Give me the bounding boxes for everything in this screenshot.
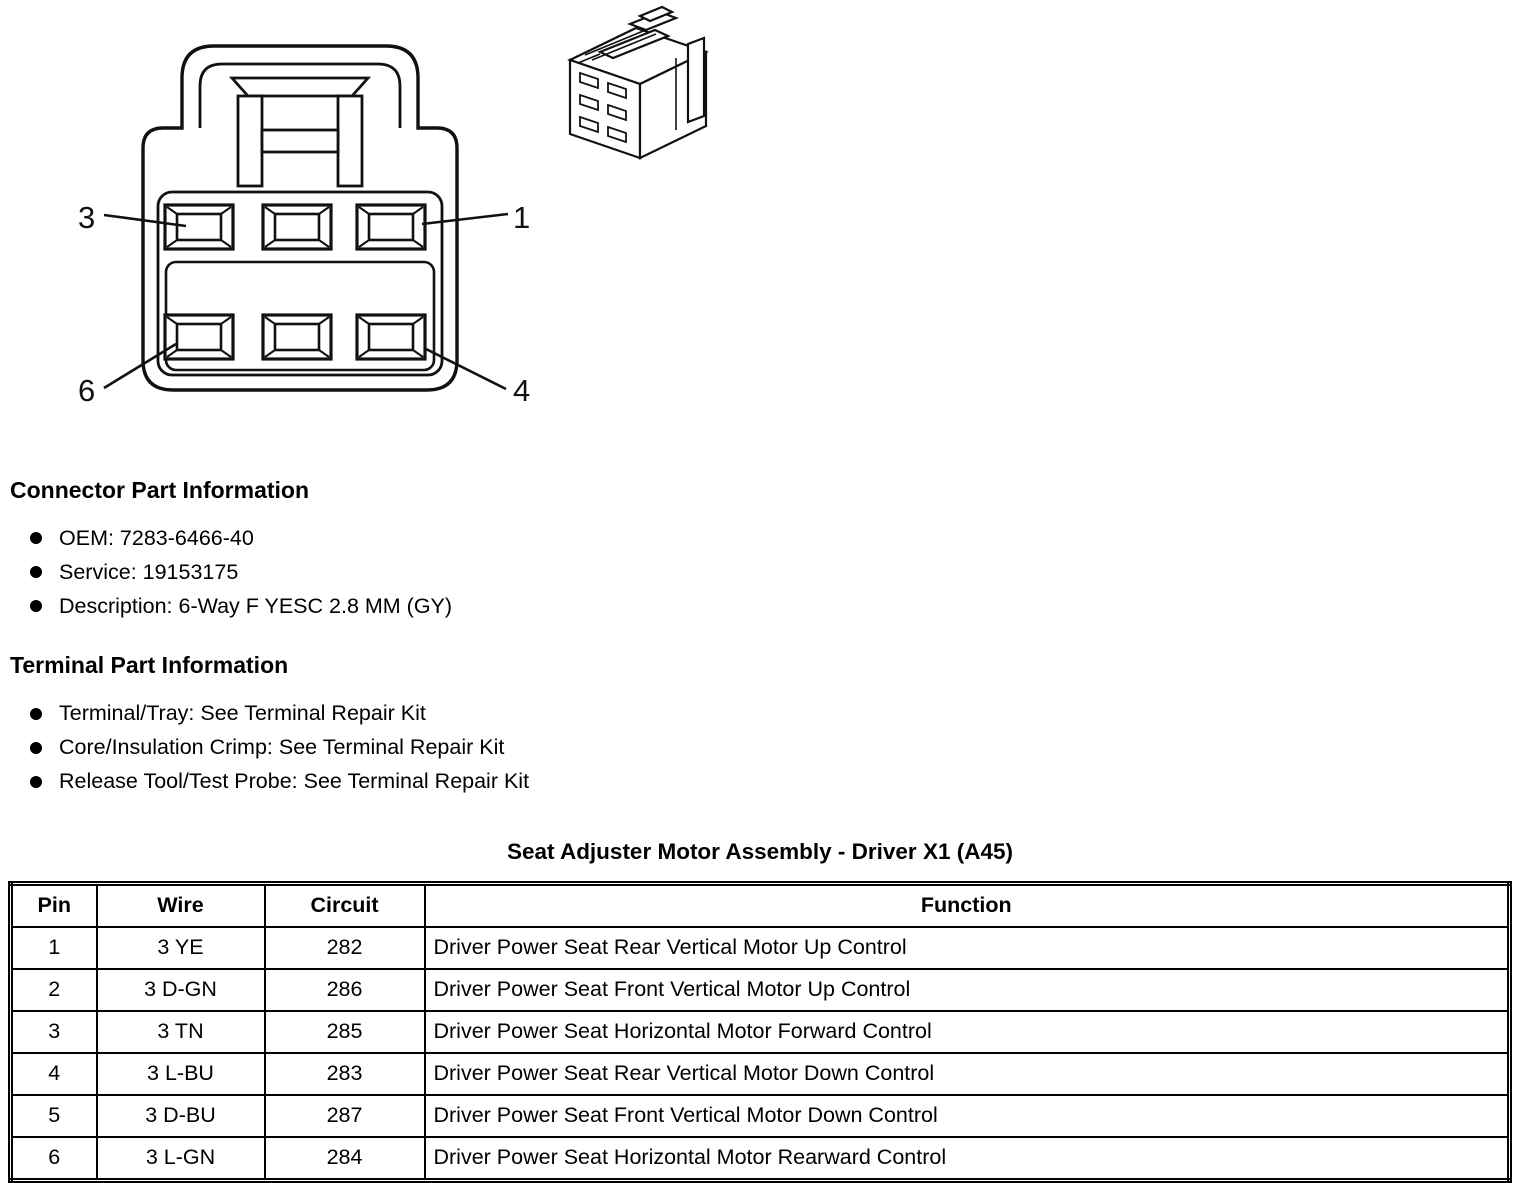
bullet-text: Core/Insulation Crimp: See Terminal Repair Kit: [59, 735, 505, 760]
table-row: [11, 1137, 1510, 1181]
pin-cell: 2: [11, 969, 97, 1011]
bullet-icon: [30, 776, 42, 788]
function-cell: Driver Power Seat Rear Vertical Motor Down Control: [425, 1053, 1510, 1095]
callout-label-3: 3: [78, 200, 96, 235]
terminal-part-info-list: [0, 697, 1520, 799]
function-cell: Driver Power Seat Rear Vertical Motor Up Control: [425, 927, 1510, 969]
list-item: [0, 521, 1520, 555]
connector-isometric-view: [570, 7, 706, 158]
list-item: [0, 697, 1520, 731]
pin-cell: 3: [11, 1011, 97, 1053]
callout-label-4: 4: [513, 373, 531, 408]
connector-diagrams-svg: [0, 0, 740, 430]
bullet-text: Release Tool/Test Probe: See Terminal Repair Kit: [59, 769, 530, 794]
bullet-icon: [30, 566, 42, 578]
bullet-icon: [30, 600, 42, 612]
bullet-text: OEM: 7283-6466-40: [59, 525, 254, 550]
bullet-text: Description: 6-Way F YESC 2.8 MM (GY): [59, 593, 453, 618]
wire-cell: 3 L-GN: [97, 1137, 265, 1181]
list-item: [0, 589, 1520, 623]
table-header-circuit: Circuit: [265, 883, 425, 927]
pin-cell: 1: [11, 927, 97, 969]
pin-table-title: Seat Adjuster Motor Assembly - Driver X1 (A45): [507, 838, 1013, 864]
list-item: [0, 765, 1520, 799]
table-header-pin: Pin: [11, 883, 97, 927]
table-row: [11, 1095, 1510, 1137]
circuit-cell: 284: [265, 1137, 425, 1181]
table-row: [11, 927, 1510, 969]
function-cell: Driver Power Seat Front Vertical Motor Up Control: [425, 969, 1510, 1011]
wire-cell: 3 L-BU: [97, 1053, 265, 1095]
table-row: [11, 969, 1510, 1011]
callout-label-6: 6: [78, 373, 96, 408]
table-header-function: Function: [425, 883, 1510, 927]
table-header-row: [11, 883, 1510, 927]
table-row: [11, 1053, 1510, 1095]
connector-diagram-area: [0, 0, 1520, 458]
pin-cell: 4: [11, 1053, 97, 1095]
list-item: [0, 731, 1520, 765]
table-row: [11, 1011, 1510, 1053]
function-cell: Driver Power Seat Front Vertical Motor Down Control: [425, 1095, 1510, 1137]
circuit-cell: 285: [265, 1011, 425, 1053]
bullet-text: Service: 19153175: [59, 559, 239, 584]
table-header-wire: Wire: [97, 883, 265, 927]
pin-table: [8, 881, 1512, 1183]
function-cell: Driver Power Seat Horizontal Motor Forward Control: [425, 1011, 1510, 1053]
bullet-text: Terminal/Tray: See Terminal Repair Kit: [59, 701, 426, 726]
callout-label-1: 1: [513, 200, 531, 235]
circuit-cell: 286: [265, 969, 425, 1011]
bullet-icon: [30, 708, 42, 720]
list-item: [0, 555, 1520, 589]
pin-cell: 6: [11, 1137, 97, 1181]
bullet-icon: [30, 532, 42, 544]
wire-cell: 3 YE: [97, 927, 265, 969]
function-cell: Driver Power Seat Horizontal Motor Rearward Control: [425, 1137, 1510, 1181]
connector-part-info-list: [0, 521, 1520, 623]
bullet-icon: [30, 742, 42, 754]
circuit-cell: 283: [265, 1053, 425, 1095]
wire-cell: 3 TN: [97, 1011, 265, 1053]
pin-cell: 5: [11, 1095, 97, 1137]
wire-cell: 3 D-GN: [97, 969, 265, 1011]
circuit-cell: 282: [265, 927, 425, 969]
connector-part-info-heading: Connector Part Information: [10, 477, 310, 503]
terminal-part-info-heading: Terminal Part Information: [10, 652, 289, 679]
connector-front-view: [143, 46, 457, 390]
wire-cell: 3 D-BU: [97, 1095, 265, 1137]
circuit-cell: 287: [265, 1095, 425, 1137]
